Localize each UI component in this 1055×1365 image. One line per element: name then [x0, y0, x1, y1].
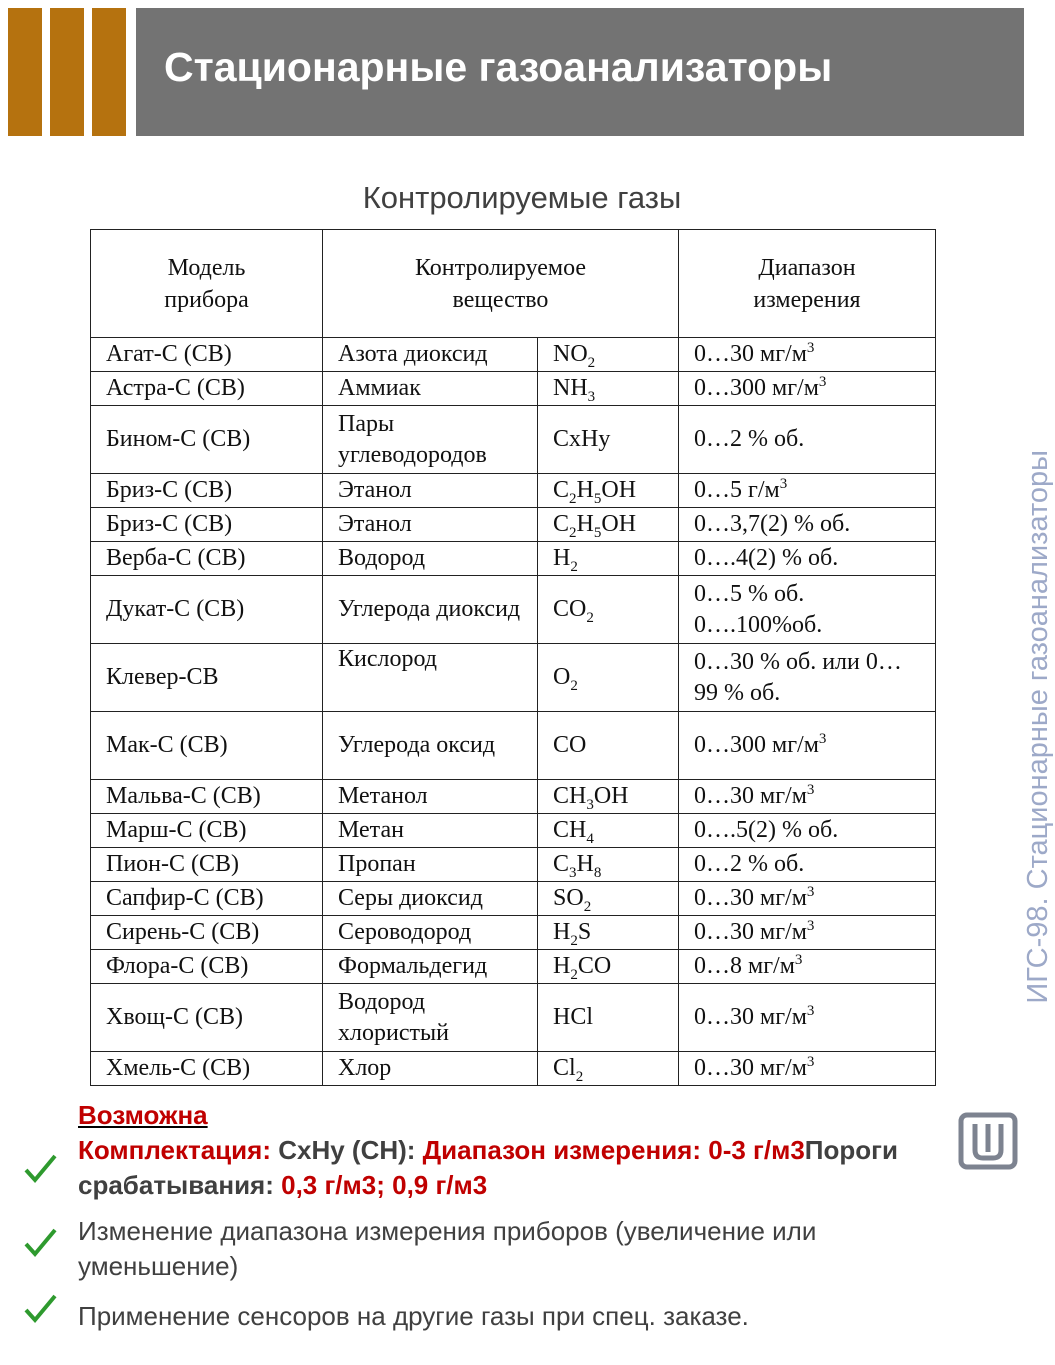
range-text: 0…30 $мг/м^3$ — [694, 1054, 815, 1081]
formula-text: $NH_3$ — [553, 375, 596, 405]
table-row — [91, 338, 936, 372]
model-cell: Пион-С (СВ) — [91, 848, 323, 882]
table-row — [91, 474, 936, 508]
formula-text: CxHy — [553, 426, 611, 452]
range-cell — [679, 372, 936, 406]
model-cell: Верба-С (СВ) — [91, 542, 323, 576]
formula-text: $NO_2$ — [553, 341, 596, 371]
substance-cell: Пары углеводородов — [323, 406, 538, 474]
substance-cell: Метанол — [323, 780, 538, 814]
range-text: 0…300 $мг/м^3$ — [694, 374, 827, 401]
range-cell — [679, 814, 936, 848]
notes-block-1 — [78, 1098, 1024, 1203]
range-text: 0…3,7(2) % об. — [694, 511, 851, 537]
column-header-model: Модель прибора — [91, 230, 323, 338]
model-cell: Бином-С (СВ) — [91, 406, 323, 474]
range-cell — [679, 508, 936, 542]
bullet-other-gases: Применение сенсоров на другие газы при спец. заказе. — [78, 1301, 749, 1331]
range-cell — [679, 406, 936, 474]
range-cell — [679, 542, 936, 576]
range-cell — [679, 1052, 936, 1086]
substance-cell: Серы диоксид — [323, 882, 538, 916]
range-cell — [679, 984, 936, 1052]
formula-cell — [538, 406, 679, 474]
formula-text: $C_2H_5OH$ — [553, 477, 637, 507]
table-row — [91, 984, 936, 1052]
substance-cell: Аммиак — [323, 372, 538, 406]
model-cell: Агат-С (СВ) — [91, 338, 323, 372]
formula-text: $O_2$ — [553, 664, 578, 694]
formula-text: HCl — [553, 1004, 594, 1030]
formula-text: $CH_3OH$ — [553, 783, 629, 813]
model-cell: Мальва-С (СВ) — [91, 780, 323, 814]
substance-cell: Формальдегид — [323, 950, 538, 984]
table-row — [91, 712, 936, 780]
range-text: 0…30 $мг/м^3$ — [694, 782, 815, 809]
substance-cell: Этанол — [323, 508, 538, 542]
model-cell: Астра-С (СВ) — [91, 372, 323, 406]
substance-cell: Метан — [323, 814, 538, 848]
substance-cell: Кислород — [323, 644, 538, 712]
formula-text: $H_2CO$ — [553, 953, 612, 983]
range-text: 0…30 $мг/м^3$ — [694, 340, 815, 367]
side-label: ИГС-98. Стационарные газоанализаторы — [1022, 450, 1054, 1004]
checkmark-icon — [22, 1290, 58, 1326]
model-cell: Сирень-С (СВ) — [91, 916, 323, 950]
range-text: 0…2 % об. — [694, 426, 805, 452]
formula-cell — [538, 916, 679, 950]
model-cell: Хвощ-С (СВ) — [91, 984, 323, 1052]
range-text: 0…8 $мг/м^3$ — [694, 952, 803, 979]
table-row — [91, 814, 936, 848]
column-header-substance: Контролируемое вещество — [323, 230, 679, 338]
formula-cell — [538, 508, 679, 542]
formula-cell — [538, 984, 679, 1052]
range-text: 0…30 $мг/м^3$ — [694, 918, 815, 945]
formula-cell — [538, 644, 679, 712]
notes-heading: Возможна — [78, 1100, 208, 1130]
range-text: 0….5(2) % об. — [694, 817, 839, 843]
model-cell: Флора-С (СВ) — [91, 950, 323, 984]
range-cell — [679, 474, 936, 508]
formula-text: $CO_2$ — [553, 596, 594, 626]
substance-cell: Сероводород — [323, 916, 538, 950]
model-cell: Бриз-С (СВ) — [91, 508, 323, 542]
thresholds-label: Пороги срабатывания: — [78, 1135, 898, 1200]
range-cell — [679, 644, 936, 712]
formula-cell — [538, 542, 679, 576]
range-cell — [679, 848, 936, 882]
formula-cell — [538, 814, 679, 848]
range-cell — [679, 882, 936, 916]
range-text: 0…5 % об. 0….100%об. — [694, 580, 823, 638]
formula-cell — [538, 882, 679, 916]
substance-cell: Углерода диоксид — [323, 576, 538, 644]
table-row — [91, 1052, 936, 1086]
range-text: 0…30 % об. или 0…99 % об. — [694, 648, 902, 706]
page-title: Стационарные газоанализаторы — [164, 44, 833, 90]
kit-line — [78, 1133, 1024, 1203]
formula-cell — [538, 950, 679, 984]
range-text: 0…30 $мг/м^3$ — [694, 884, 815, 911]
substance-cell: Пропан — [323, 848, 538, 882]
table-row — [91, 542, 936, 576]
formula-cell — [538, 372, 679, 406]
table-caption: Контролируемые газы — [362, 180, 682, 215]
formula-text: $Cl_2$ — [553, 1055, 584, 1085]
model-cell: Сапфир-С (СВ) — [91, 882, 323, 916]
formula-cell — [538, 848, 679, 882]
thresholds-value: 0,3 г/м3; 0,9 г/м3 — [273, 1170, 488, 1200]
title-bar — [136, 8, 1024, 136]
formula-cell — [538, 338, 679, 372]
model-cell: Дукат-С (СВ) — [91, 576, 323, 644]
range-text: 0…5 $г/м^3$ — [694, 476, 788, 503]
model-cell: Мак-С (СВ) — [91, 712, 323, 780]
table-row — [91, 644, 936, 712]
formula-text: $SO_2$ — [553, 885, 592, 915]
table-row — [91, 508, 936, 542]
table-row — [91, 372, 936, 406]
substance-cell: Азота диоксид — [323, 338, 538, 372]
formula-cell — [538, 576, 679, 644]
range-text: 0…2 % об. — [694, 851, 805, 877]
model-cell: Марш-С (СВ) — [91, 814, 323, 848]
range-cell — [679, 712, 936, 780]
table-row — [91, 882, 936, 916]
formula-cell — [538, 1052, 679, 1086]
table-row — [91, 848, 936, 882]
column-header-range: Диапазон измерения — [679, 230, 936, 338]
table-row — [91, 576, 936, 644]
model-cell: Клевер-СВ — [91, 644, 323, 712]
formula-text: $C_3H_8$ — [553, 851, 602, 881]
range-text: 0…30 $мг/м^3$ — [694, 1003, 815, 1030]
formula-cell — [538, 780, 679, 814]
accent-stripe-3 — [92, 8, 126, 136]
formula-text: $CH_4$ — [553, 817, 594, 847]
range-cell — [679, 338, 936, 372]
table-header-row — [91, 230, 936, 338]
model-cell: Бриз-С (СВ) — [91, 474, 323, 508]
gas-table — [90, 229, 936, 1086]
range-cell — [679, 950, 936, 984]
kit-label: Комплектация: — [78, 1135, 271, 1165]
formula-text: CO — [553, 732, 587, 758]
table-row — [91, 950, 936, 984]
range-text: 0….4(2) % об. — [694, 545, 839, 571]
substance-cell: Хлор — [323, 1052, 538, 1086]
table-row — [91, 780, 936, 814]
formula-text: $H_2$ — [553, 545, 578, 575]
kit-value: CxHy (CH): — [270, 1135, 416, 1165]
range-text: 0…300 $мг/м^3$ — [694, 731, 827, 758]
bullet-range-change: Изменение диапазона измерения приборов (увеличение или уменьшение) — [78, 1216, 817, 1281]
model-cell: Хмель-С (СВ) — [91, 1052, 323, 1086]
table-row — [91, 406, 936, 474]
substance-cell: Этанол — [323, 474, 538, 508]
accent-stripe-2 — [50, 8, 84, 136]
range-cell — [679, 916, 936, 950]
range-label: Диапазон измерения: 0-3 г/м3 — [415, 1135, 805, 1165]
checkmark-icon — [22, 1224, 58, 1260]
table-row — [91, 916, 936, 950]
range-cell — [679, 576, 936, 644]
substance-cell: Углерода оксид — [323, 712, 538, 780]
substance-cell: Водород хлористый — [323, 984, 538, 1052]
formula-text: $H_2S$ — [553, 919, 592, 949]
range-cell — [679, 780, 936, 814]
formula-cell — [538, 712, 679, 780]
formula-cell — [538, 474, 679, 508]
accent-stripe-1 — [8, 8, 42, 136]
checkmark-icon — [22, 1150, 58, 1186]
formula-text: $C_2H_5OH$ — [553, 511, 637, 541]
substance-cell: Водород — [323, 542, 538, 576]
